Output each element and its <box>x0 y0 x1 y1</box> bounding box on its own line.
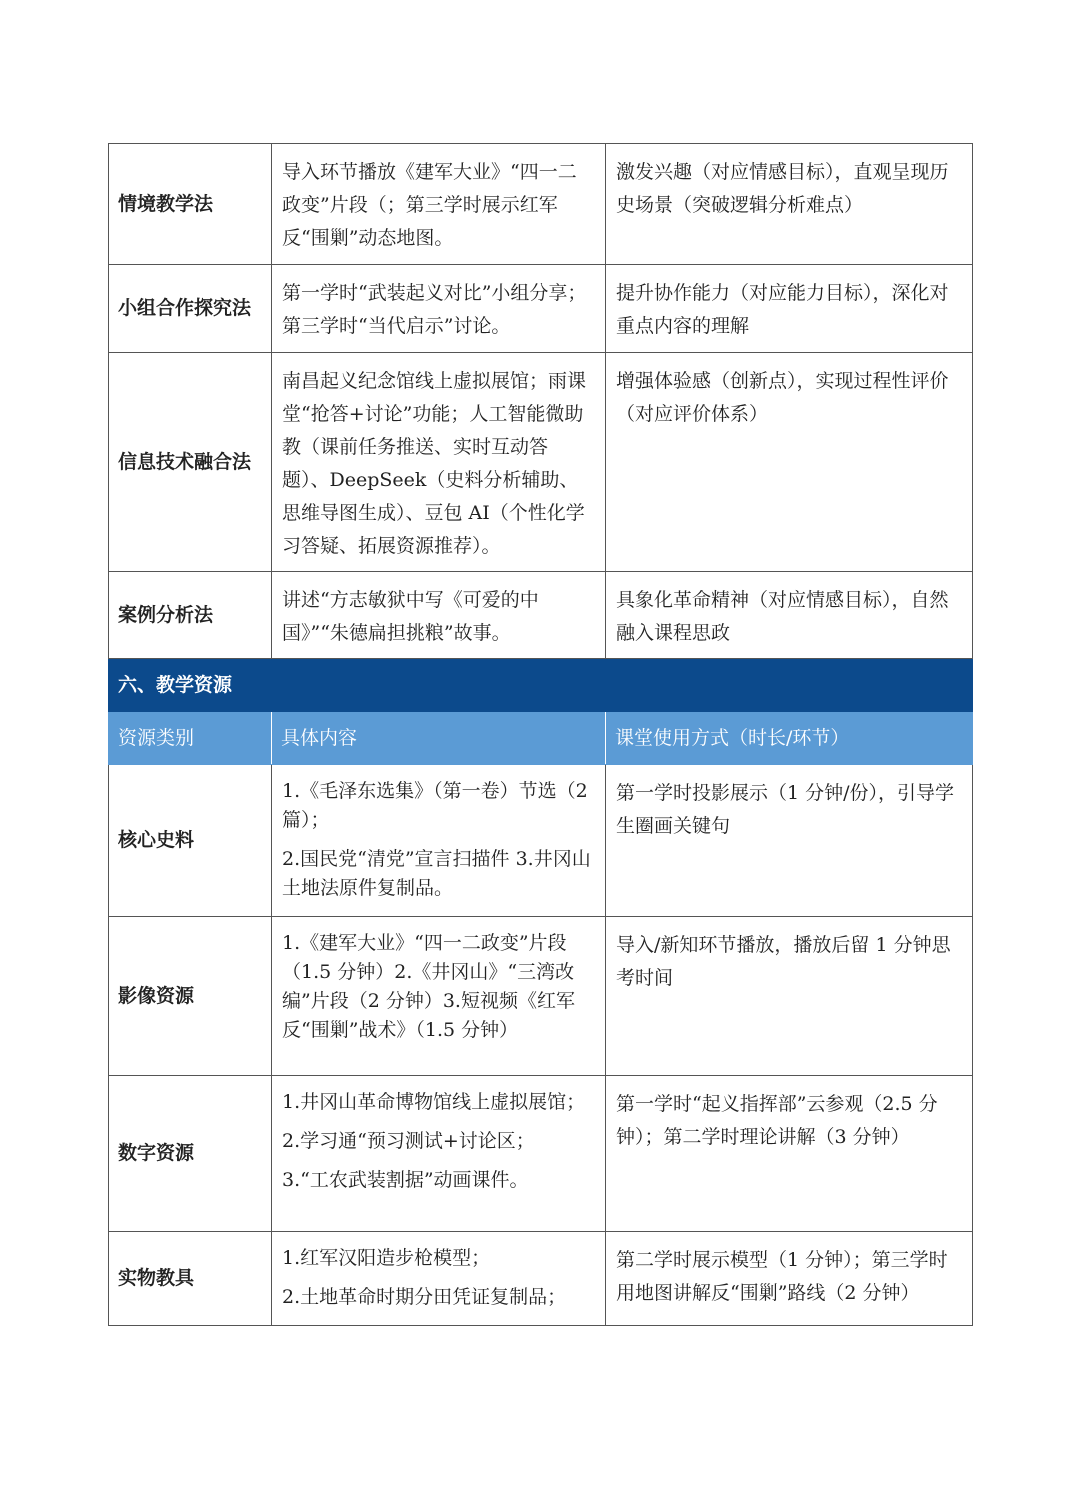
method-purpose: 增强体验感（创新点），实现过程性评价（对应评价体系） <box>606 353 973 572</box>
method-content: 南昌起义纪念馆线上虚拟展馆；雨课堂“抢答+讨论”功能；人工智能微助教（课前任务推送、实时互动答题）、DeepSeek（史料分析辅助、思维导图生成）、豆包 AI（个性化学习答疑、拓展资源推荐）。 <box>272 353 606 572</box>
method-name: 情境教学法 <box>109 144 272 265</box>
resource-row <box>109 917 973 1076</box>
resource-item: 2.学习通“预习测试+讨论区； <box>282 1130 535 1152</box>
method-content: 第一学时“武装起义对比”小组分享；第三学时“当代启示”讨论。 <box>272 265 606 353</box>
resource-item: 1.《建军大业》“四一二政变”片段（1.5 分钟）2.《井冈山》“三湾改编”片段（2 分钟）3.短视频《红军反“围剿”战术》（1.5 分钟） <box>282 932 575 1041</box>
resource-item: 1.井冈山革命博物馆线上虚拟展馆； <box>282 1091 586 1113</box>
resource-items <box>272 1232 606 1326</box>
method-row <box>109 265 973 353</box>
resource-item: 1.红军汉阳造步枪模型； <box>282 1247 491 1269</box>
resource-items <box>272 765 606 917</box>
resource-category: 实物教具 <box>109 1232 272 1326</box>
resource-usage: 第一学时投影展示（1 分钟/份），引导学生圈画关键句 <box>606 765 973 917</box>
method-content: 讲述“方志敏狱中写《可爱的中国》”“朱德扁担挑粮”故事。 <box>272 572 606 659</box>
resource-category: 影像资源 <box>109 917 272 1076</box>
resource-usage: 第一学时“起义指挥部”云参观（2.5 分钟）；第二学时理论讲解（3 分钟） <box>606 1076 973 1232</box>
section-header-row <box>109 659 973 712</box>
method-purpose: 具象化革命精神（对应情感目标），自然融入课程思政 <box>606 572 973 659</box>
resource-usage: 第二学时展示模型（1 分钟）；第三学时用地图讲解反“围剿”路线（2 分钟） <box>606 1232 973 1326</box>
method-name: 信息技术融合法 <box>109 353 272 572</box>
method-row <box>109 572 973 659</box>
resource-item: 2.土地革命时期分田凭证复制品； <box>282 1286 567 1308</box>
teaching-plan-table <box>108 143 973 1326</box>
method-content: 导入环节播放《建军大业》“四一二政变”片段（；第三学时展示红军反“围剿”动态地图。 <box>272 144 606 265</box>
resource-items <box>272 1076 606 1232</box>
column-header-usage: 课堂使用方式（时长/环节） <box>606 712 973 765</box>
section-title: 六、教学资源 <box>109 659 973 712</box>
method-name: 小组合作探究法 <box>109 265 272 353</box>
resource-category: 核心史料 <box>109 765 272 917</box>
resource-item: 3.“工农武装割据”动画课件。 <box>282 1169 529 1191</box>
resource-category: 数字资源 <box>109 1076 272 1232</box>
method-row <box>109 353 973 572</box>
resource-item: 1.《毛泽东选集》（第一卷）节选（2 篇）； <box>282 780 588 831</box>
resource-items <box>272 917 606 1076</box>
resource-row <box>109 1076 973 1232</box>
column-header-content: 具体内容 <box>272 712 606 765</box>
resource-row <box>109 1232 973 1326</box>
resource-row <box>109 765 973 917</box>
method-purpose: 激发兴趣（对应情感目标），直观呈现历史场景（突破逻辑分析难点） <box>606 144 973 265</box>
method-row <box>109 144 973 265</box>
resource-item: 2.国民党“清党”宣言扫描件 3.井冈山土地法原件复制品。 <box>282 848 591 899</box>
resource-header-row <box>109 712 973 765</box>
method-purpose: 提升协作能力（对应能力目标），深化对重点内容的理解 <box>606 265 973 353</box>
column-header-category: 资源类别 <box>109 712 272 765</box>
resource-usage: 导入/新知环节播放，播放后留 1 分钟思考时间 <box>606 917 973 1076</box>
method-name: 案例分析法 <box>109 572 272 659</box>
